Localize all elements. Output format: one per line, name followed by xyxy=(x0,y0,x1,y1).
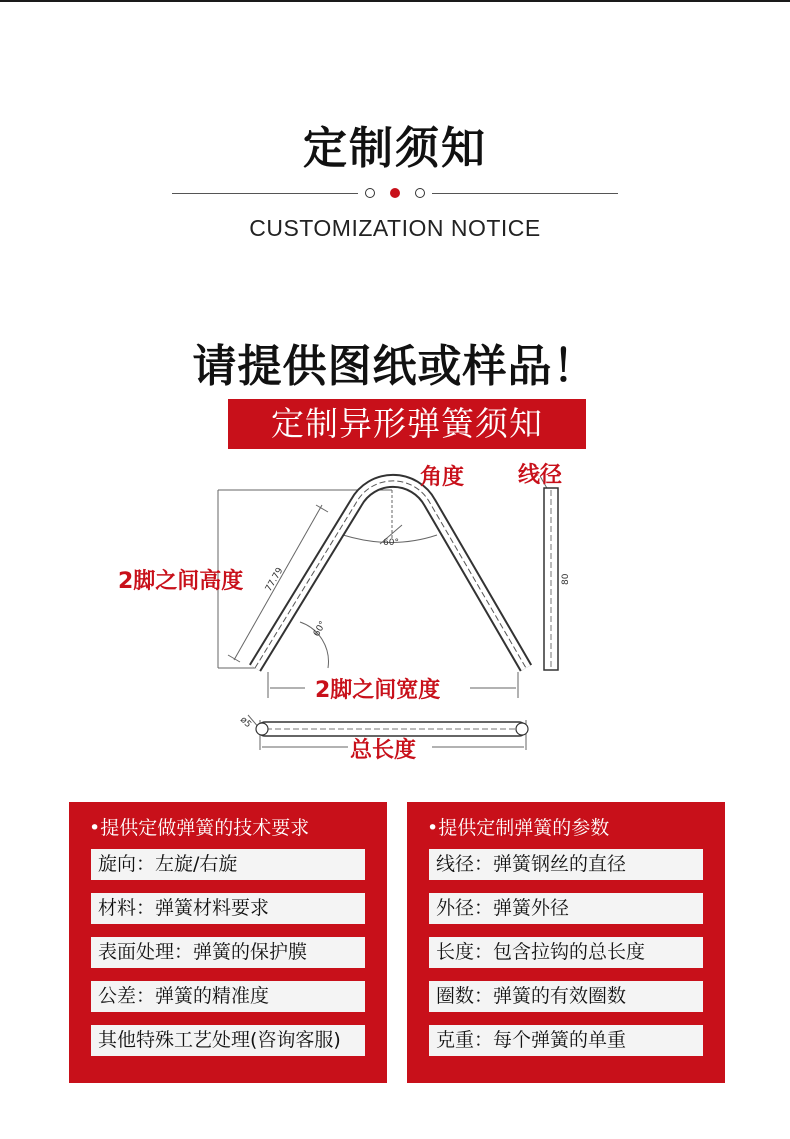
headline: 请提供图纸或样品！ xyxy=(192,341,598,392)
side-length-dim: 77.79 xyxy=(263,566,286,594)
spring-parameters-panel xyxy=(407,802,725,1083)
spring-diagram xyxy=(0,455,790,775)
height-dim: 80 xyxy=(561,573,571,585)
list-item: 克重：每个弹簧的单重 xyxy=(429,1025,703,1056)
list-item: 其他特殊工艺处理(咨询客服) xyxy=(91,1025,365,1056)
top-border-line xyxy=(0,0,790,2)
wire-diameter-label: 线径 xyxy=(518,463,563,488)
list-item: 公差：弹簧的精准度 xyxy=(91,981,365,1012)
list-item: 圈数：弹簧的有效圈数 xyxy=(429,981,703,1012)
leg-width-label: 2脚之间宽度 xyxy=(315,678,441,703)
tech-requirements-panel xyxy=(69,802,387,1083)
list-item: 线径：弹簧钢丝的直径 xyxy=(429,849,703,880)
list-item: 长度：包含拉钩的总长度 xyxy=(429,937,703,968)
leg-height-label: 2脚之间高度 xyxy=(118,569,244,594)
panel-heading: •提供定做弹簧的技术要求 xyxy=(89,817,310,839)
list-item: 旋向：左旋/右旋 xyxy=(91,849,365,880)
bottom-angle-dim: 60° xyxy=(311,619,329,639)
top-angle-dim: 60° xyxy=(383,538,399,548)
title-divider-left xyxy=(172,193,358,194)
title-divider-right xyxy=(432,193,618,194)
wire-dim: ø5 xyxy=(237,715,253,731)
list-item: 外径：弹簧外径 xyxy=(429,893,703,924)
page-title: 定制须知 xyxy=(303,123,487,174)
angle-label: 角度 xyxy=(420,465,465,490)
divider-dot-right xyxy=(415,188,425,198)
divider-dot-left xyxy=(365,188,375,198)
notice-banner: 定制异形弹簧须知 xyxy=(228,399,586,449)
list-item: 表面处理：弹簧的保护膜 xyxy=(91,937,365,968)
panel-heading: •提供定制弹簧的参数 xyxy=(427,817,610,839)
total-length-label: 总长度 xyxy=(350,738,417,763)
list-item: 材料：弹簧材料要求 xyxy=(91,893,365,924)
divider-dot-center xyxy=(390,188,400,198)
page-subtitle: CUSTOMIZATION NOTICE xyxy=(249,215,541,241)
